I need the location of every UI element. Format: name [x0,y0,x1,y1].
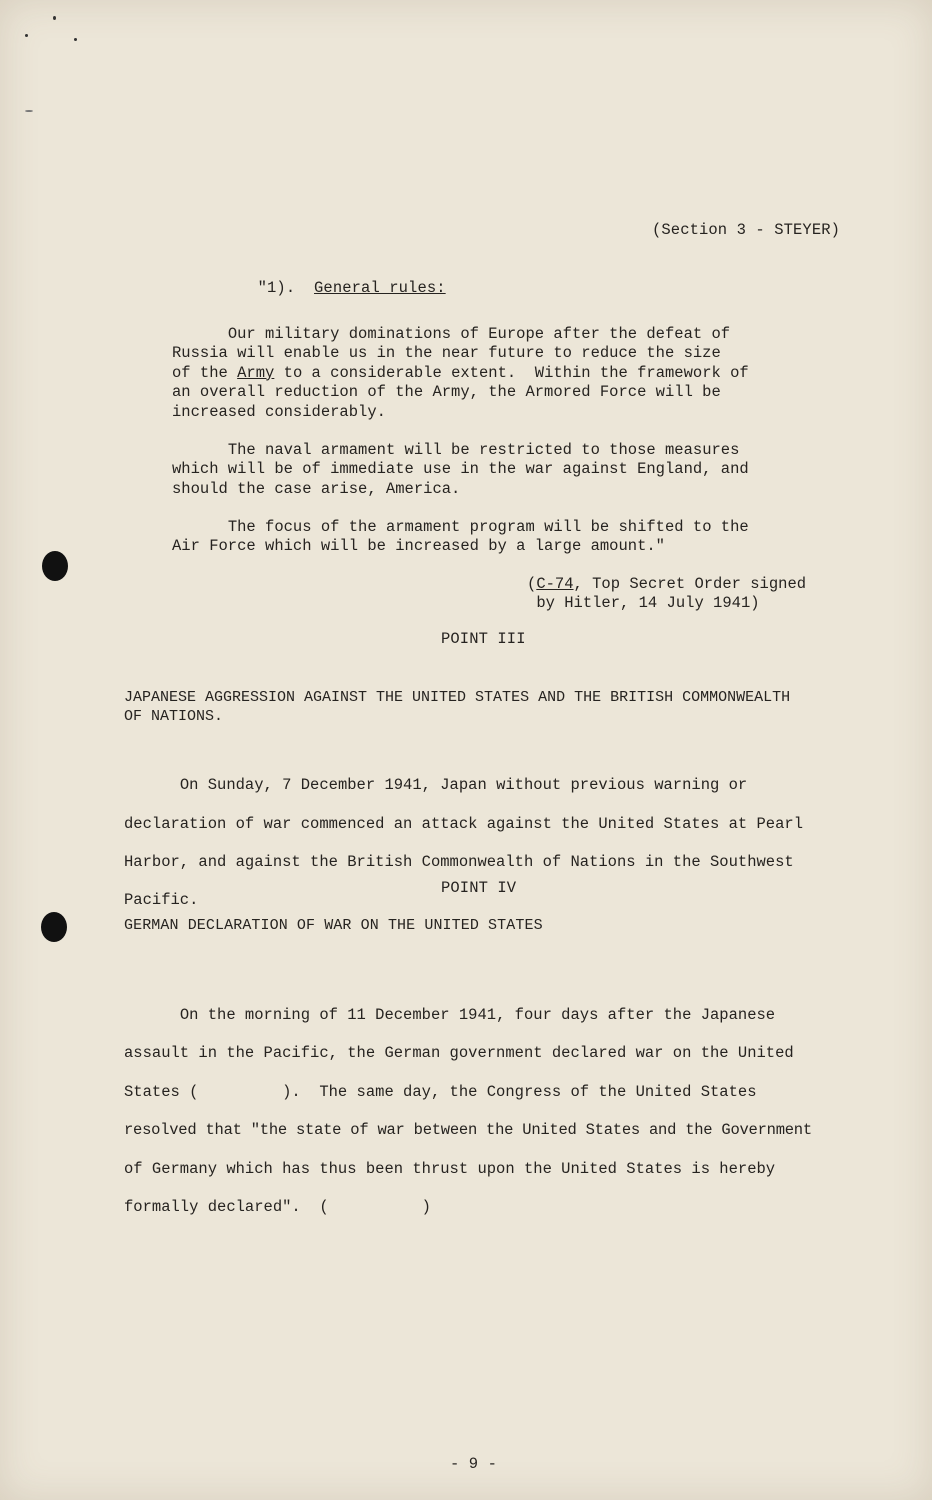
punch-hole-top [42,551,68,581]
scan-speck [53,16,56,20]
quote-paragraph-2 [172,421,749,499]
line: should the case arise, America. [172,479,461,498]
line: JAPANESE AGGRESSION AGAINST THE UNITED STATES AND THE BRITISH COMMONWEALTH [124,688,791,706]
line: of Germany which has thus been thrust upon the United States is hereby [124,1159,776,1178]
line [124,776,180,794]
quote-paragraph-1 [172,305,749,422]
citation-line-2: by Hitler, 14 July 1941) [536,594,760,612]
point-iii-heading [124,668,790,727]
line: of the [172,363,238,382]
punch-hole-bottom [41,912,67,942]
line: Harbor, and against the British Commonwealth of Nations in the Southwest [124,852,794,871]
quote-heading-text: General rules: [314,279,446,297]
scan-speck [25,110,33,112]
point-iv-title: POINT IV [441,879,517,897]
line: an overall reduction of the Army, the Armored Force will be [172,383,721,401]
line: OF NATIONS. [124,708,224,725]
scan-speck [25,34,28,37]
scan-speck [74,38,77,41]
line: States ( ). The same day, the Congress of the United States [124,1082,757,1101]
line: which will be of immediate use in the war against England, and [172,460,749,478]
line: On the morning of 11 December 1941, four days after the Japanese [179,1005,776,1024]
citation-open: ( [527,574,537,593]
line: declaration of war commenced an attack against the United States at Pearl [124,814,804,833]
line: formally declared". ( ) [124,1198,431,1216]
citation-ref: C-74 [536,574,574,593]
line: Russia will enable us in the near future to reduce the size [172,344,721,362]
army-underlined: Army [237,363,275,382]
line: to a considerable extent. Within the framework of [274,363,749,382]
line [172,441,228,459]
line: Air Force which will be increased by a large amount." [172,537,665,555]
section-label: (Section 3 - STEYER) [652,221,841,239]
point-iii-title: POINT III [441,630,526,648]
line [172,518,228,536]
quote-heading-number: "1). [257,279,296,297]
quote-citation [527,555,806,614]
line: Pacific. [124,891,199,910]
page-number: - 9 - [450,1455,498,1473]
line [124,1006,180,1024]
line: resolved that "the state of war between the United States and the Government [124,1121,812,1139]
line: Our military dominations of Europe after the defeat of [227,324,731,343]
line [527,594,536,612]
line: The naval armament will be restricted to those measures [227,440,740,459]
quote-paragraph-3 [172,498,749,557]
citation-rest: , Top Secret Order signed [573,574,807,593]
point-iv-heading: GERMAN DECLARATION OF WAR ON THE UNITED STATES [124,917,543,934]
line: The focus of the armament program will be shifted to the [227,517,749,536]
point-iv-body [124,957,812,1227]
line [172,325,228,343]
line: On Sunday, 7 December 1941, Japan without previous warning or [179,776,748,795]
line: increased considerably. [172,402,386,421]
line: assault in the Pacific, the German government declared war on the United [124,1044,794,1062]
